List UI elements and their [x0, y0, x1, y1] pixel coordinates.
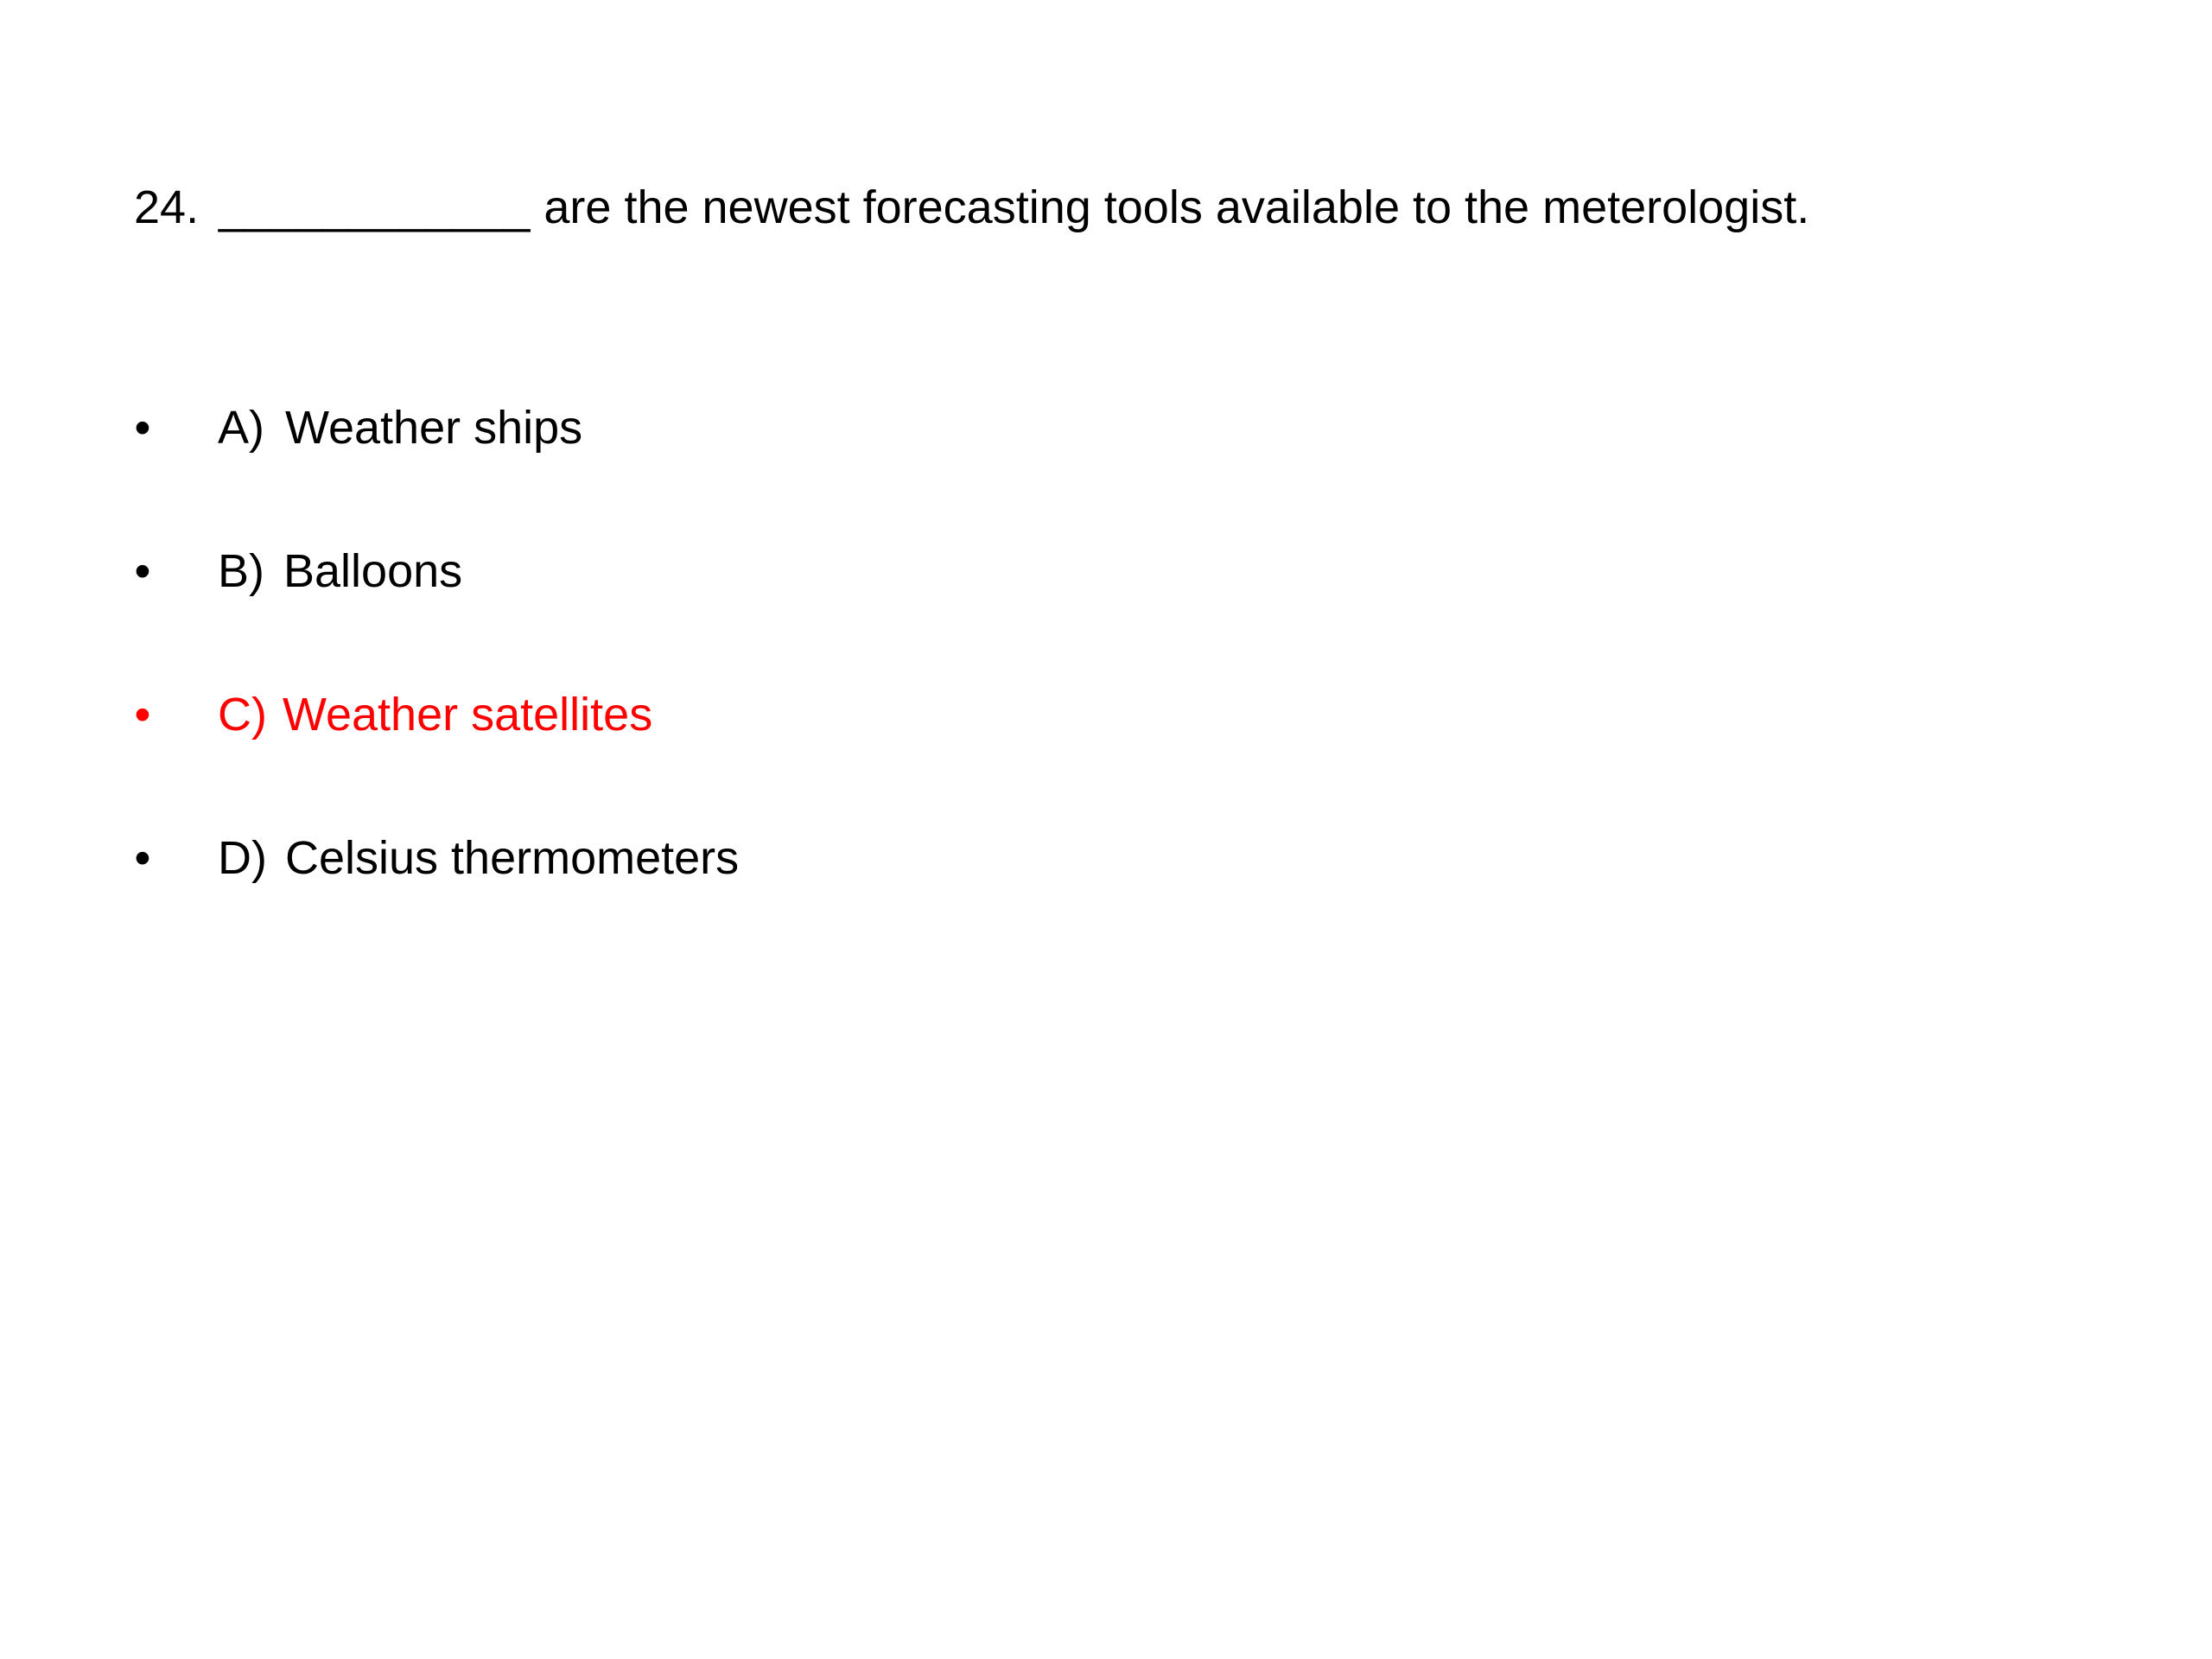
option-text: Weather ships [285, 402, 583, 454]
bullet-icon: • [134, 402, 151, 454]
option-letter: C) [218, 689, 267, 741]
question-line [134, 177, 1809, 238]
option-letter: B) [218, 545, 264, 597]
question-number: 24. [134, 181, 200, 233]
option-text: Weather satellites [283, 689, 653, 741]
bullet-icon: • [134, 545, 151, 597]
bullet-icon: • [134, 689, 151, 741]
bullet-icon: • [134, 832, 151, 884]
option-text: Balloons [283, 545, 463, 597]
question-text: are the newest forecasting tools available to the meterologist. [543, 181, 1810, 233]
option-text: Celsius thermometers [285, 832, 740, 884]
answer-blank: ____________ [219, 181, 531, 233]
option-letter: D) [218, 832, 267, 884]
option-letter: A) [218, 402, 264, 454]
